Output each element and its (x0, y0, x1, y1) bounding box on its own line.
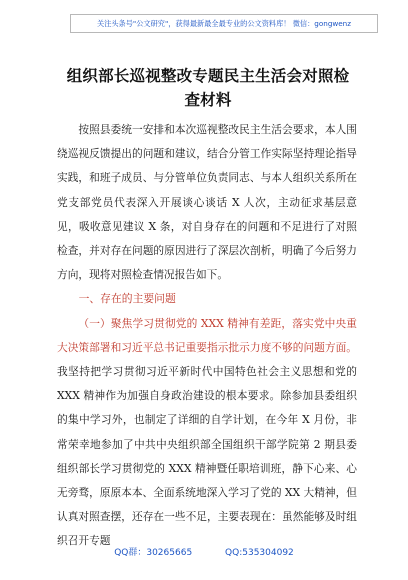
subsection-body: 我坚持把学习贯彻习近平新时代中国特色社会主义思想和党的 XXX 精神作为加强自身政治建设的根本要求。除参加县委组织的集中学习外，也制定了详细的自学计划，在今年 X 月份，非常荣幸地参加了中共中央组织部全国组织干部学院第 2 期县委组织部长学习贯彻党的 XXX 精神暨任职培训班，静下心来、心无旁骛，原原本本、全面系统地深入学习了党的 XX 大精神，但认真对照查摆，还存在一些不足，主要表现在：虽然能够及时组织召开专题 (57, 365, 357, 548)
section-heading: 一、存在的主要问题 (78, 292, 176, 306)
document-title-line-1: 组织部长巡视整改专题民主生活会对照检 (66, 67, 350, 85)
footer-qq-group: QQ群：30265665 (114, 548, 193, 558)
document-title-line-2: 查材料 (184, 91, 232, 109)
document-body (57, 118, 357, 554)
top-banner: 关注头条号"公文研究"，获得最新最全最专业的公文资料库！ 微信：gongwenz (70, 14, 378, 33)
footer-qq: QQ:535304092 (225, 548, 294, 558)
footer (0, 545, 408, 558)
intro-paragraph: 按照县委统一安排和本次巡视整改民主生活会要求，本人围绕巡视反馈提出的问题和建议，结合分管工作实际坚持理论指导实践，和班子成员、与分管单位负责同志、与本人组织关系所在党支部党员代表深入开展谈心谈话 X 人次，主动征求基层意见，吸收意见建议 X 条，对自身存在的问题和不足进行了对照检查，并对存在问题的原因进行了深层次剖析，明确了今后努力方向，现将对照检查情况报告如下。 (57, 123, 357, 282)
subsection-heading: （一）聚焦学习贯彻党的 XXX 精神有差距，落实党中央重大决策部署和习近平总书记重要指示批示力度不够的问题方面。 (57, 316, 357, 354)
subsection-paragraph (57, 312, 357, 554)
